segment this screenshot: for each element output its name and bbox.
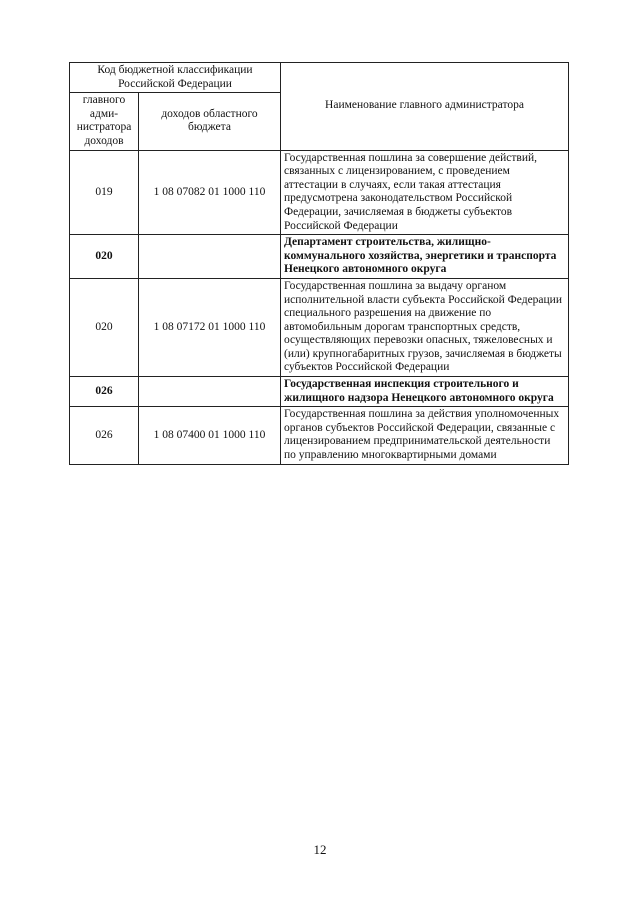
header-kbk-group: Код бюджетной классификации Российской Федерации (70, 63, 281, 93)
income-code-cell: 1 08 07082 01 1000 110 (139, 150, 281, 235)
administrator-name-cell: Государственная пошлина за выдачу органом исполнительной власти субъекта Российской Федерации специального разрешения на движение по автомобильным дорогам транспортных средств, осуществляющих перевозки опасных, тяжеловесных и (или) крупногабаритных грузов, зачисляемая в бюджеты субъектов Российской Федерации (281, 278, 569, 376)
admin-code-cell: 020 (70, 278, 139, 376)
table-body (70, 63, 569, 465)
income-code-cell: 1 08 07172 01 1000 110 (139, 278, 281, 376)
header-main-administrator: главного адми-нистратора доходов (70, 93, 139, 150)
income-code-cell (139, 235, 281, 279)
budget-classification-table (69, 62, 569, 465)
table-row (70, 407, 569, 464)
admin-code-cell: 026 (70, 407, 139, 464)
table-row (70, 377, 569, 407)
admin-code-cell: 019 (70, 150, 139, 235)
administrator-name-cell: Государственная инспекция строительного и жилищного надзора Ненецкого автономного округа (281, 377, 569, 407)
header-row-top (70, 63, 569, 93)
income-code-cell: 1 08 07400 01 1000 110 (139, 407, 281, 464)
table-row (70, 278, 569, 376)
admin-code-cell: 020 (70, 235, 139, 279)
header-administrator-name: Наименование главного администратора (281, 63, 569, 151)
table-row (70, 235, 569, 279)
admin-code-cell: 026 (70, 377, 139, 407)
administrator-name-cell: Государственная пошлина за действия уполномоченных органов субъектов Российской Федерации, связанные с лицензированием предпринимательской деятельности по управлению многоквартирными домами (281, 407, 569, 464)
page-number: 12 (313, 842, 327, 857)
table-row (70, 150, 569, 235)
header-regional-income: доходов областного бюджета (139, 93, 281, 150)
administrator-name-cell: Государственная пошлина за совершение действий, связанных с лицензированием, с проведением аттестации в случаях, если такая аттестация предусмотрена законодательством Российской Федерации, зачисляемая в бюджеты субъектов Российской Федерации (281, 150, 569, 235)
income-code-cell (139, 377, 281, 407)
administrator-name-cell: Департамент строительства, жилищно-коммунального хозяйства, энергетики и транспорта Ненецкого автономного округа (281, 235, 569, 279)
